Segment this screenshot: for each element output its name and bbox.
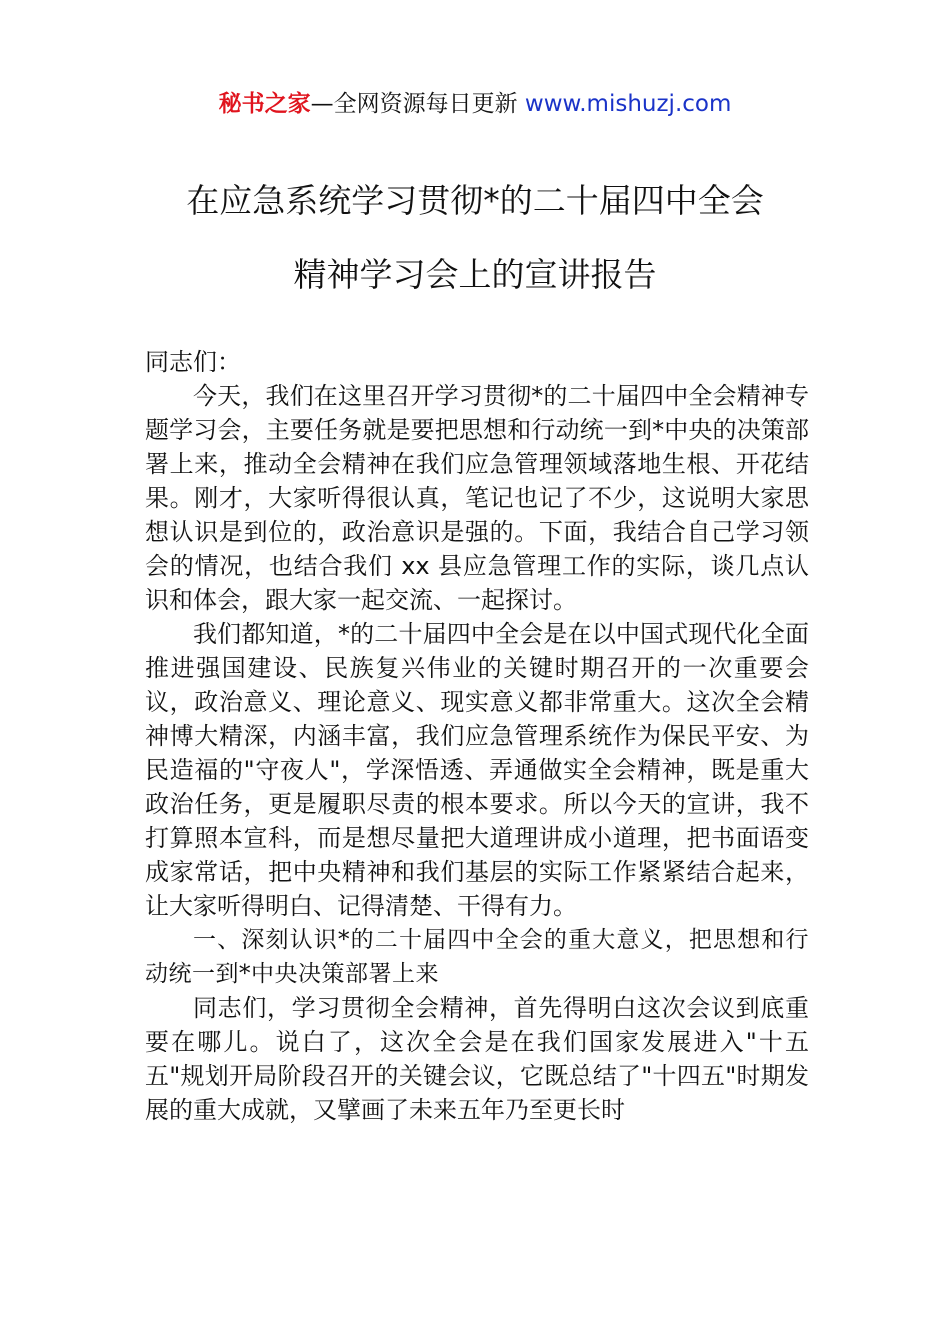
title-line-1: 在应急系统学习贯彻*的二十届四中全会: [186, 181, 764, 220]
paragraph-context: 我们都知道，*的二十届四中全会是在以中国式现代化全面推进强国建设、民族复兴伟业的关键时期召开的一次重要会议，政治意义、理论意义、现实意义都非常重大。这次全会精神博大精深，内涵丰富，我们应急管理系统作为保民平安、为民造福的"守夜人"，学深悟透、弄通做实全会精神，既是重大政治任务，更是履职尽责的根本要求。所以今天的宣讲，我不打算照本宣科，而是想尽量把大道理讲成小道理，把书面语变成家常话，把中央精神和我们基层的实际工作紧紧结合起来，让大家听得明白、记得清楚、干得有力。: [145, 620, 809, 920]
paragraph-section-1: 同志们，学习贯彻全会精神，首先得明白这次会议到底重要在哪儿。说白了，这次全会是在我们国家发展进入"十五五"规划开局阶段召开的关键会议，它既总结了"十四五"时期发展的重大成就，又擘画了未来五年乃至更长时: [145, 994, 809, 1124]
document-body: [145, 345, 809, 1127]
site-header: [0, 88, 950, 120]
title-line-2: 精神学习会上的宣讲报告: [293, 255, 657, 294]
paragraph-intro: 今天，我们在这里召开学习贯彻*的二十届四中全会精神专题学习会，主要任务就是要把思想和行动统一到*中央的决策部署上来，推动全会精神在我们应急管理领域落地生根、开花结果。刚才，大家听得很认真，笔记也记了不少，这说明大家思想认识是到位的，政治意识是强的。下面，我结合自己学习领会的情况，也结合我们 xx 县应急管理工作的实际，谈几点认识和体会，跟大家一起交流、一起探讨。: [145, 382, 809, 614]
document-title: [0, 164, 950, 312]
header-tagline: —全网资源每日更新: [310, 91, 518, 117]
section-heading-1: 一、深刻认识*的二十届四中全会的重大意义，把思想和行动统一到*中央决策部署上来: [145, 927, 809, 987]
salutation: 同志们：: [145, 348, 241, 376]
brand-name: 秘书之家: [218, 91, 311, 117]
site-url-link[interactable]: www.mishuzj.com: [524, 91, 732, 117]
